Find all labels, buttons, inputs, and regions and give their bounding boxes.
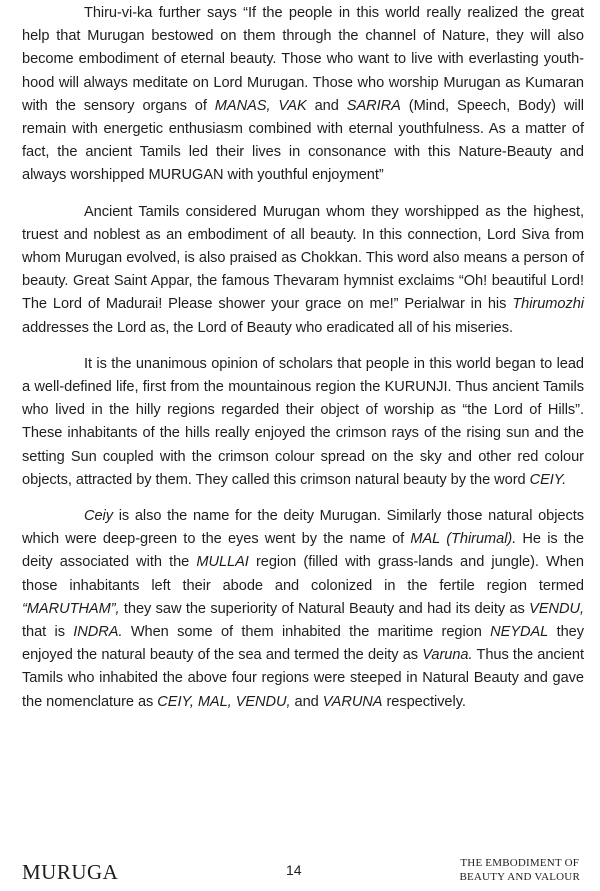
text-run: Thiru-vi-ka further says “If the people in this world really realized the great help that Murugan bestowed on them through the channel of Nature, they will also become embodiment of eternal beauty. Those who want to live with everlasting youth-hood will always meditate on Lord Murugan. Those who worship Murugan as Kumaran with the sensory organs of (22, 5, 584, 114)
subtitle-line-1: THE EMBODIMENT OF (460, 857, 580, 869)
italic-term: “MARUTHAM”, (22, 600, 120, 617)
text-run: they enjoyed the natural beauty of the sea and termed the deity as (22, 624, 584, 664)
page-footer (0, 840, 600, 890)
text-run: respectively. (382, 693, 466, 710)
text-run: (Mind, Speech, Body) will remain with energetic enthusiasm combined with eternal youthfulness. As a matter of fact, the ancient Tamils led their lives in consonance with this Nature-Beauty and always worshipped MURUGAN with youthful enjoyment” (22, 97, 585, 184)
italic-term: INDRA. (73, 624, 123, 641)
book-subtitle (459, 856, 580, 884)
text-run: region (filled with grass-lands and jungle). When those inhabitants left their abode and colonized in the fertile region termed (22, 554, 584, 594)
italic-term: CEIY, MAL, VENDU, (157, 693, 291, 710)
italic-term: VARUNA (322, 693, 383, 710)
paragraph-4 (22, 505, 584, 714)
text-run: is also the name for the deity Murugan. Similarly those natural objects which were deep-green to the eyes went by the name of (22, 508, 584, 548)
page-body (22, 2, 584, 727)
paragraph-1 (22, 2, 584, 188)
subtitle-line-2: BEAUTY AND VALOUR (459, 871, 580, 883)
text-run: It is the unanimous opinion of scholars that people in this world began to lead a well-defined life, first from the mountainous region the KURUNJI. Thus ancient Tamils who lived in the hilly regions regarded their object of worship as “the Lord of Hills”. These inhabitants of the hills really enjoyed the crimson rays of the rising sun and the setting Sun coupled with the crimson colour spread on the sky and other red colour objects, attracted by them. They called this crimson natural beauty by the word (22, 355, 584, 488)
italic-term: MANAS, VAK (214, 97, 307, 114)
paragraph-2 (22, 201, 584, 340)
text-run: they saw the superiority of Natural Beauty and had its deity as (119, 600, 530, 617)
italic-term: VENDU, (529, 600, 584, 617)
book-brand: MURUGA (22, 860, 119, 884)
page-number: 14 (286, 862, 302, 878)
text-run: When some of them inhabited the maritime region (122, 624, 491, 641)
text-run: addresses the Lord as, the Lord of Beauty who eradicated all of his miseries. (22, 319, 513, 336)
italic-term: NEYDAL (490, 624, 549, 641)
text-run: Ancient Tamils considered Murugan whom they worshipped as the highest, truest and noblest as an embodiment of all beauty. In this connection, Lord Siva from whom Murugan evolved, is also praised as Chokkan. This word also means a person of beauty. Great Saint Appar, the famous Thevaram hymnist exclaims “Oh! beautiful Lord! The Lord of Madurai! Please shower your grace on me!” Perialwar in his (22, 203, 584, 313)
paragraph-3 (22, 353, 584, 492)
text-run: Thus the ancient Tamils who inhabited the above four regions were steeped in Natural Beauty and gave the nomenclature as (22, 647, 585, 710)
text-run: that is (22, 624, 74, 641)
italic-term: MAL (Thirumal). (410, 531, 517, 548)
text-run: and (290, 693, 323, 710)
italic-term: Thirumozhi (512, 296, 584, 313)
text-run: He is the deity associated with the (22, 531, 585, 571)
italic-term: SARIRA (346, 97, 401, 114)
text-run: and (306, 97, 347, 114)
italic-term: MULLAI (196, 554, 249, 571)
italic-term: Ceiy (84, 508, 113, 525)
italic-term: Varuna. (422, 647, 473, 664)
italic-term: CEIY. (529, 471, 567, 488)
